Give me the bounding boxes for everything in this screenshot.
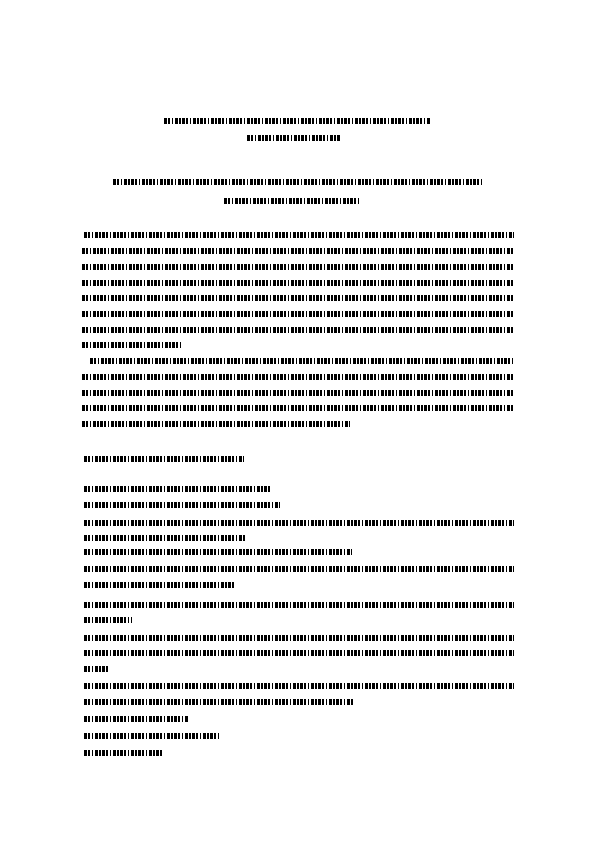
- list-item-continuation: [84, 582, 234, 588]
- list-item-continuation: [84, 699, 354, 705]
- paragraph-line: [84, 232, 514, 238]
- paragraph-line: [82, 264, 514, 270]
- subtitle-line-2: [224, 198, 359, 204]
- list-item: [84, 683, 514, 689]
- paragraph-line: [82, 421, 350, 427]
- paragraph-line: [90, 358, 514, 364]
- title-line-2: [247, 135, 340, 141]
- list-item: [84, 733, 220, 739]
- list-item-continuation: [84, 535, 246, 541]
- list-item: [84, 635, 514, 641]
- list-item: [84, 549, 352, 555]
- paragraph-line: [82, 405, 514, 411]
- subtitle-line-1: [113, 179, 483, 185]
- list-item: [84, 520, 514, 526]
- paragraph-line: [82, 295, 514, 301]
- list-item-continuation: [84, 666, 108, 672]
- paragraph-line: [82, 280, 514, 286]
- list-item: [84, 716, 188, 722]
- paragraph-line: [82, 327, 514, 333]
- list-item: [84, 502, 280, 508]
- paragraph-line: [82, 248, 514, 254]
- list-item: [84, 750, 162, 756]
- list-item: [84, 486, 272, 492]
- paragraph-line: [82, 390, 514, 396]
- list-item-continuation: [84, 650, 514, 656]
- title-line-1: [164, 118, 430, 124]
- section-heading: [84, 456, 244, 462]
- list-item: [84, 566, 514, 572]
- list-item-continuation: [84, 617, 132, 623]
- list-item: [84, 602, 514, 608]
- paragraph-line: [82, 311, 514, 317]
- paragraph-line: [82, 342, 182, 348]
- paragraph-line: [82, 374, 514, 380]
